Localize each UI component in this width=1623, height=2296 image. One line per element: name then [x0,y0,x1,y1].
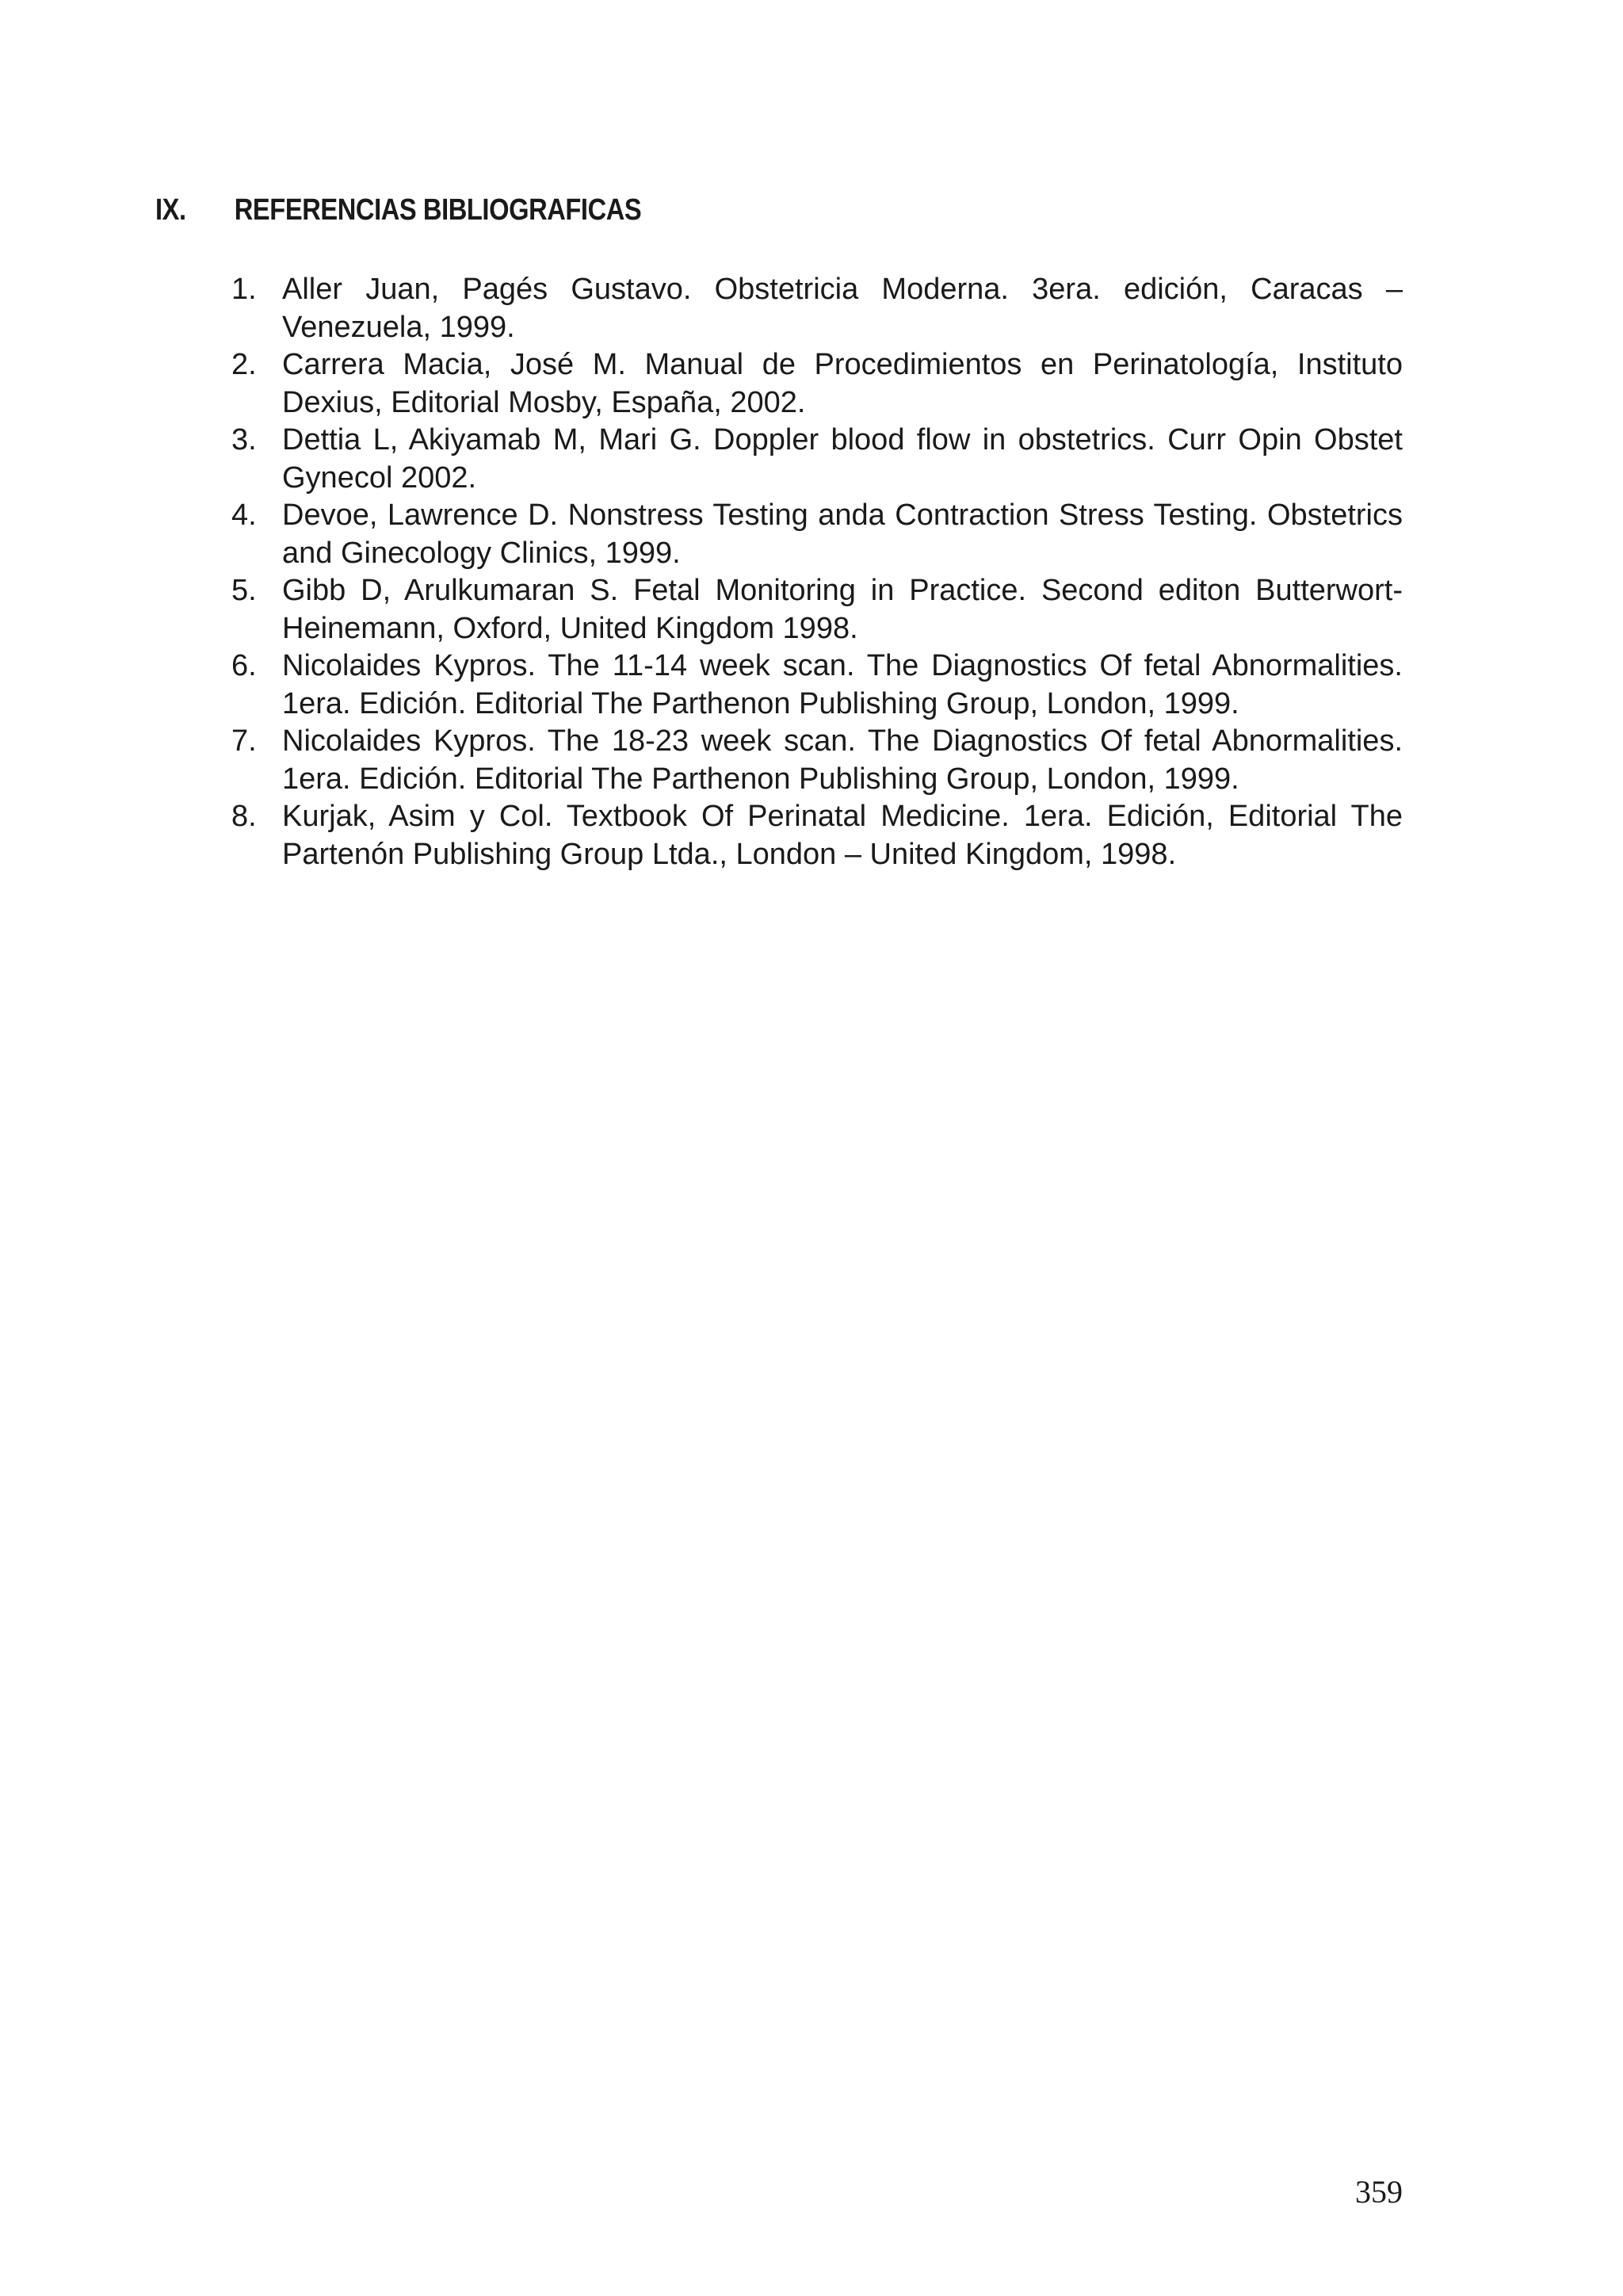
reference-number: 8. [231,800,257,833]
reference-item [231,572,1403,648]
reference-number: 2. [231,348,257,381]
reference-number: 3. [231,423,257,457]
page-number: 359 [1355,2174,1403,2210]
section-number: IX. [155,193,186,227]
reference-text: Carrera Macia, José M. Manual de Procedimientos en Perinatología, Instituto Dexius, Editorial Mosby, España, 2002. [282,348,1403,419]
reference-text: Gibb D, Arulkumaran S. Fetal Monitoring in Practice. Second editon Butterwort-Heinemann, Oxford, United Kingdom 1998. [282,574,1403,645]
reference-item [231,271,1403,346]
reference-item [231,422,1403,497]
reference-text: Aller Juan, Pagés Gustavo. Obstetricia Moderna. 3era. edición, Caracas – Venezuela, 1999. [282,273,1403,344]
reference-text: Devoe, Lawrence D. Nonstress Testing anda Contraction Stress Testing. Obstetrics and Ginecology Clinics, 1999. [282,499,1403,570]
reference-text: Nicolaides Kypros. The 11-14 week scan. The Diagnostics Of fetal Abnormalities. 1era. Edición. Editorial The Parthenon Publishing Group, London, 1999. [282,649,1403,720]
reference-number: 1. [231,273,257,306]
reference-list [231,271,1403,873]
reference-item [231,723,1403,798]
reference-item [231,798,1403,873]
reference-item [231,497,1403,572]
reference-text: Nicolaides Kypros. The 18-23 week scan. The Diagnostics Of fetal Abnormalities. 1era. Edición. Editorial The Parthenon Publishing Group, London, 1999. [282,724,1403,796]
reference-item [231,648,1403,723]
reference-number: 6. [231,649,257,682]
section-title: REFERENCIAS BIBLIOGRAFICAS [234,193,642,227]
reference-number: 7. [231,724,257,758]
reference-text: Dettia L, Akiyamab M, Mari G. Doppler blood flow in obstetrics. Curr Opin Obstet Gynecol 2002. [282,423,1403,495]
section-heading [155,193,641,227]
reference-number: 5. [231,574,257,607]
reference-item [231,346,1403,422]
reference-number: 4. [231,499,257,532]
reference-text: Kurjak, Asim y Col. Textbook Of Perinatal Medicine. 1era. Edición, Editorial The Partenón Publishing Group Ltda., London – United Kingdom, 1998. [282,800,1403,871]
